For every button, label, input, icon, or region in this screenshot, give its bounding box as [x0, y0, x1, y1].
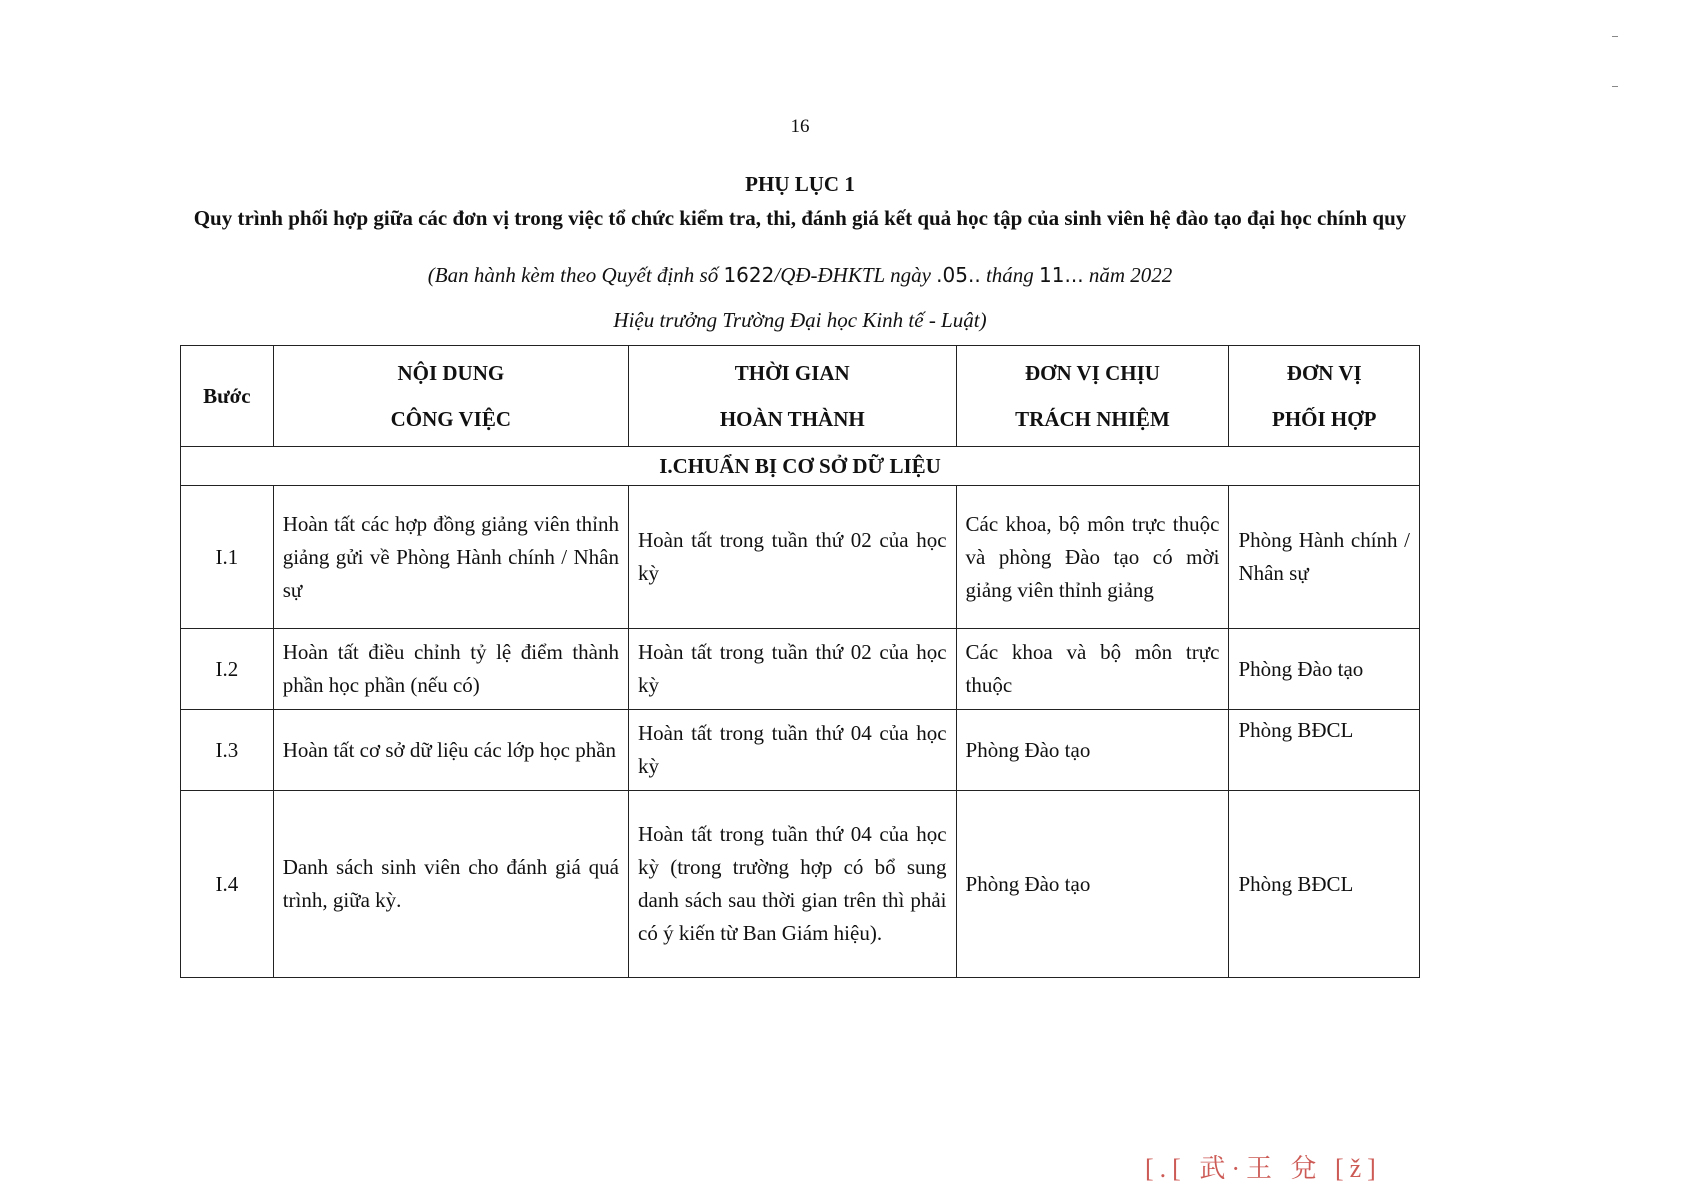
process-table: [180, 345, 1420, 978]
table-row: [181, 486, 1420, 629]
table-row: [181, 791, 1420, 978]
table-header-row: [181, 346, 1420, 447]
row-responsible: Các khoa và bộ môn trực thuộc: [956, 629, 1229, 710]
issued-prefix: (Ban hành kèm theo Quyết định số: [427, 263, 724, 287]
row-time: Hoàn tất trong tuần thứ 04 của học kỳ (trong trường hợp có bổ sung danh sách sau thời gian trên thì phải có ý kiến từ Ban Giám hiệu).: [629, 791, 957, 978]
row-cooperating: Phòng Đào tạo: [1229, 629, 1420, 710]
year-label: năm 2022: [1083, 263, 1173, 287]
row-responsible: Phòng Đào tạo: [956, 791, 1229, 978]
issued-line: [0, 263, 1600, 288]
row-content: Hoàn tất các hợp đồng giảng viên thỉnh giảng gửi về Phòng Hành chính / Nhân sự: [273, 486, 628, 629]
header-step: Bước: [181, 346, 274, 447]
header-cooperating: ĐƠN VỊ PHỐI HỢP: [1229, 346, 1420, 447]
page-number: 16: [790, 116, 810, 137]
row-cooperating: Phòng Hành chính / Nhân sự: [1229, 486, 1420, 629]
margin-tick: [1612, 36, 1618, 37]
section-row: [181, 447, 1420, 486]
row-content: Danh sách sinh viên cho đánh giá quá trình, giữa kỳ.: [273, 791, 628, 978]
appendix-title: PHỤ LỤC 1: [745, 172, 855, 196]
row-time: Hoàn tất trong tuần thứ 04 của học kỳ: [629, 710, 957, 791]
issue-day: .05..: [936, 263, 981, 287]
row-step: I.3: [181, 710, 274, 791]
row-cooperating: Phòng BĐCL: [1229, 791, 1420, 978]
decision-number: 1622: [723, 263, 775, 287]
red-stamp: [.[ 武·王 兌 [ž]: [1145, 1154, 1382, 1183]
row-step: I.2: [181, 629, 274, 710]
row-step: I.4: [181, 791, 274, 978]
document-title: Quy trình phối hợp giữa các đơn vị trong việc tổ chức kiểm tra, thi, đánh giá kết quả học tập của sinh viên hệ đào tạo đại học chính quy: [193, 206, 1407, 230]
section-title: I.CHUẨN BỊ CƠ SỞ DỮ LIỆU: [181, 447, 1420, 486]
row-responsible: Phòng Đào tạo: [956, 710, 1229, 791]
decision-suffix: /QĐ-ĐHKTL ngày: [774, 263, 937, 287]
table-row: [181, 629, 1420, 710]
row-time: Hoàn tất trong tuần thứ 02 của học kỳ: [629, 629, 957, 710]
row-step: I.1: [181, 486, 274, 629]
issuer-line: Hiệu trưởng Trường Đại học Kinh tế - Luật): [613, 308, 987, 332]
row-cooperating: Phòng BĐCL: [1229, 710, 1420, 791]
month-label: tháng: [980, 263, 1040, 287]
margin-tick: [1612, 86, 1618, 87]
row-content: Hoàn tất cơ sở dữ liệu các lớp học phần: [273, 710, 628, 791]
issue-month: 11...: [1039, 263, 1084, 287]
row-content: Hoàn tất điều chỉnh tỷ lệ điểm thành phần học phần (nếu có): [273, 629, 628, 710]
table-row: [181, 710, 1420, 791]
row-time: Hoàn tất trong tuần thứ 02 của học kỳ: [629, 486, 957, 629]
header-time: THỜI GIAN HOÀN THÀNH: [629, 346, 957, 447]
row-responsible: Các khoa, bộ môn trực thuộc và phòng Đào tạo có mời giảng viên thỉnh giảng: [956, 486, 1229, 629]
header-responsible: ĐƠN VỊ CHỊU TRÁCH NHIỆM: [956, 346, 1229, 447]
header-content: NỘI DUNG CÔNG VIỆC: [273, 346, 628, 447]
